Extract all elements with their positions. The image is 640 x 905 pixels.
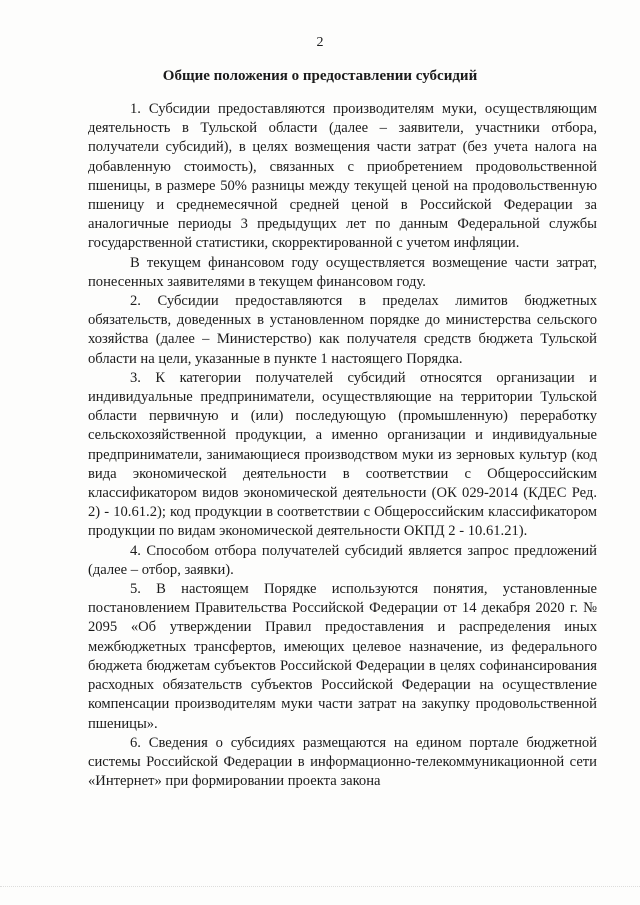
paragraph-1-note: В текущем финансовом году осуществляется возмещение части затрат, понесенных заявителями в текущем финансовом году.	[88, 254, 597, 290]
section-title: Общие положения о предоставлении субсидий	[162, 68, 478, 84]
page-number: 2	[316, 35, 324, 50]
document-body	[88, 100, 597, 791]
paragraph-3: 3. К категории получателей субсидий относятся организации и индивидуальные предприниматели, осуществляющие на территории Тульской области первичную и (или) последующую (промышленную) переработку сельскохозяйственной продукции, а именно организации и индивидуальные предприниматели, занимающиеся производством муки из зерновых культур (код вида экономической деятельности в соответствии с Общероссийским классификатором видов экономической деятельности (ОК 029-2014 (КДЕС Ред. 2) - 10.61.2); код продукции в соответствии с Общероссийским классификатором продукции по видам экономической деятельности ОКПД 2 - 10.61.21).	[88, 369, 597, 540]
paragraph-4: 4. Способом отбора получателей субсидий является запрос предложений (далее – отбор, заявки).	[88, 542, 597, 578]
scan-edge-artifact	[0, 886, 640, 893]
paragraph-2: 2. Субсидии предоставляются в пределах лимитов бюджетных обязательств, доведенных в установленном порядке до министерства сельского хозяйства (далее – Министерство) как получателя средств бюджета Тульской области на цели, указанные в пункте 1 настоящего Порядка.	[88, 293, 597, 367]
paragraph-5: 5. В настоящем Порядке используются понятия, установленные постановлением Правительства Российской Федерации от 14 декабря 2020 г. № 2095 «Об утверждении Правил предоставления и распределения иных межбюджетных трансфертов, имеющих целевое назначение, из федерального бюджета бюджетам субъектов Российской Федерации в целях софинансирования расходных обязательств субъектов Российской Федерации на осуществление компенсации производителям муки части затрат на закупку продовольственной пшеницы».	[88, 581, 597, 732]
paragraph-6: 6. Сведения о субсидиях размещаются на едином портале бюджетной системы Российской Федерации в информационно-телекоммуникационной сети «Интернет» при формировании проекта закона	[88, 734, 597, 790]
paragraph-1: 1. Субсидии предоставляются производителям муки, осуществляющим деятельность в Тульской области (далее – заявители, участники отбора, получатели субсидий), в целях возмещения части затрат (без учета налога на добавленную стоимость), связанных с приобретением продовольственной пшеницы, в размере 50% разницы между текущей ценой на продовольственную пшеницу и среднемесячной средней ценой в Российской Федерации за аналогичные периоды 3 предыдущих лет по данным Федеральной службы государственной статистики, скорректированной с учетом инфляции.	[88, 101, 597, 252]
